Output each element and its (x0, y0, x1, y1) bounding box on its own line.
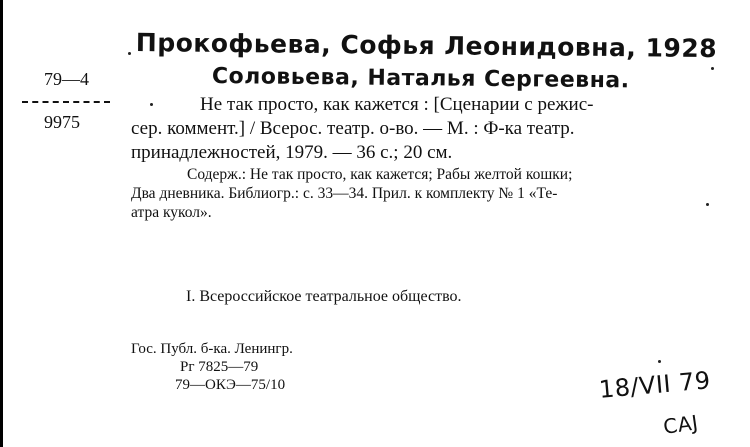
library-line-1: Гос. Публ. б-ка. Ленингр. (131, 341, 293, 357)
speck (150, 103, 153, 106)
speck (128, 52, 131, 55)
call-number-divider (22, 101, 110, 103)
call-number-bottom: 9975 (44, 112, 80, 132)
handwritten-initials: CAJ (661, 410, 700, 439)
speck (711, 67, 714, 70)
call-number-top: 79—4 (44, 69, 89, 89)
handwritten-author-line-2: Соловьева, Наталья Сергеевна. (211, 64, 630, 94)
subject-entry: I. Всероссийское театральное общество. (186, 288, 462, 305)
speck (658, 360, 661, 363)
contents-note-line-3: атра кукол». (131, 204, 212, 221)
title-line-1: Не так просто, как кажется : [Сценарии с режис- (200, 94, 594, 115)
speck (706, 203, 709, 206)
contents-note-line-1: Содерж.: Не так просто, как кажется; Рабы желтой кошки; (187, 166, 573, 183)
handwritten-author-line-1: Прокофьева, Софья Леонидовна, 1928 (135, 28, 718, 64)
title-line-3: принадлежностей, 1979. — 36 с.; 20 см. (131, 142, 453, 163)
title-line-2: сер. коммент.] / Всерос. театр. о-во. — М. : Ф-ка театр. (131, 118, 575, 139)
handwritten-date: 18/VII 79 (597, 366, 712, 404)
library-line-3: 79—ОКЭ—75/10 (175, 377, 286, 393)
contents-note-line-2: Два дневника. Библиогр.: с. 33—34. Прил. к комплекту № 1 «Те- (131, 185, 558, 202)
library-line-2: Рг 7825—79 (180, 359, 259, 375)
